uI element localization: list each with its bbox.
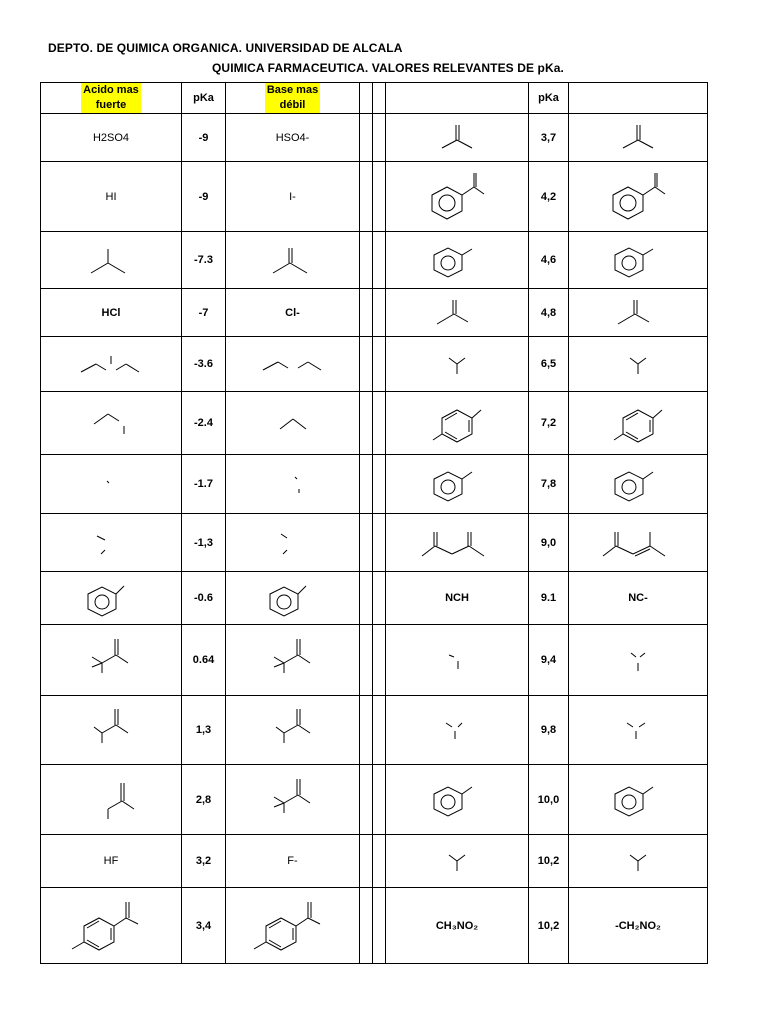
header-row <box>41 83 708 114</box>
acid-structure-4-nitrobenzoic-acid <box>41 888 182 964</box>
pka-cell: -1,3 <box>182 514 226 572</box>
gap-cell <box>360 392 373 455</box>
base-structure-acetate <box>569 289 708 337</box>
base-cell: NC- <box>569 572 708 625</box>
base-structure-water <box>226 455 360 514</box>
acid-structure-trimethylammonium <box>386 696 529 765</box>
acid-structure-carbonic-acid <box>386 337 529 392</box>
acid-structure-hydronium <box>41 455 182 514</box>
gap-cell <box>360 572 373 625</box>
table-row <box>41 232 708 289</box>
benzenesulfonic-acid-structure <box>56 574 166 622</box>
table-row <box>41 835 708 888</box>
gap-cell <box>373 83 386 114</box>
gap-cell <box>373 625 386 696</box>
acid-structure-bicarbonate <box>386 835 529 888</box>
pka-cell: -1.7 <box>182 455 226 514</box>
bicarbonate-structure <box>588 340 688 388</box>
base-cell: Cl- <box>226 289 360 337</box>
table-row <box>41 337 708 392</box>
base-cell: -CH₂NO₂ <box>569 888 708 964</box>
water-structure <box>253 459 333 509</box>
pka-cell: 9.1 <box>529 572 569 625</box>
pka-cell: 4,6 <box>529 232 569 289</box>
acid-structure-thiophenol <box>386 455 529 514</box>
base-structure-phenolate <box>569 765 708 835</box>
4-nitrobenzoate-structure <box>228 892 358 960</box>
gap-cell <box>373 572 386 625</box>
base-structure-trichloroacetate-2 <box>226 765 360 835</box>
gap-cell <box>373 888 386 964</box>
base-structure-nitrate <box>226 514 360 572</box>
base-structure-4-nitrophenolate <box>569 392 708 455</box>
gap-cell <box>373 765 386 835</box>
acid-structure-chloroacetic-acid <box>41 765 182 835</box>
gap-cell <box>360 514 373 572</box>
pka-cell: -9 <box>182 114 226 162</box>
base-cell: F- <box>226 835 360 888</box>
gap-cell <box>373 835 386 888</box>
dichloroacetic-acid-structure <box>56 699 166 761</box>
table-row <box>41 572 708 625</box>
header-acid-right <box>386 83 529 114</box>
pka-cell: 9,8 <box>529 696 569 765</box>
phenolate-structure <box>583 774 693 826</box>
protonated-acetone-structure <box>56 235 166 285</box>
acid-cell: HI <box>41 162 182 232</box>
acid-structure-ammonium <box>386 625 529 696</box>
acid-cell: HF <box>41 835 182 888</box>
gap-cell <box>360 455 373 514</box>
gap-cell <box>360 83 373 114</box>
pka-cell: 0.64 <box>182 625 226 696</box>
acetylacetonate-structure <box>573 518 703 568</box>
ammonia-structure <box>593 633 683 688</box>
acid-structure-4-nitrophenol <box>386 392 529 455</box>
base-structure-trichloroacetate <box>226 625 360 696</box>
gap-cell <box>360 696 373 765</box>
base-cell: I- <box>226 162 360 232</box>
protonated-ether-structure <box>51 342 171 387</box>
base-structure-4-nitrobenzoate <box>226 888 360 964</box>
base-cell: HSO4- <box>226 114 360 162</box>
base-structure-formate <box>569 114 708 162</box>
table-row <box>41 289 708 337</box>
base-structure-dichloroacetate <box>226 696 360 765</box>
base-structure-aniline <box>569 232 708 289</box>
base-structure-benzoate <box>569 162 708 232</box>
4-nitrophenolate-structure <box>578 394 698 452</box>
header-base: Base mas débil <box>226 83 360 114</box>
pka-cell: 7,2 <box>529 392 569 455</box>
trichloroacetic-acid-structure <box>56 629 166 691</box>
acetic-acid-structure <box>402 292 512 334</box>
acid-structure-benzoic-acid <box>386 162 529 232</box>
base-structure-trimethylamine <box>569 696 708 765</box>
pka-cell: 6,5 <box>529 337 569 392</box>
acid-structure-protonated-acetone <box>41 232 182 289</box>
pka-table <box>40 82 708 964</box>
gap-cell <box>373 114 386 162</box>
pka-cell: 10,2 <box>529 888 569 964</box>
acetate-structure <box>583 292 693 334</box>
base-structure-carbonate <box>569 835 708 888</box>
dichloroacetate-structure <box>238 699 348 761</box>
gap-cell <box>373 514 386 572</box>
acid-cell: HCl <box>41 289 182 337</box>
base-structure-thiophenolate <box>569 455 708 514</box>
pka-cell: 10,2 <box>529 835 569 888</box>
acid-structure-nitric-acid <box>41 514 182 572</box>
chloroacetic-acid-structure <box>56 769 166 831</box>
phenol-structure <box>402 774 512 826</box>
gap-cell <box>360 289 373 337</box>
header-pka: pKa <box>182 83 226 114</box>
header-pka-right: pKa <box>529 83 569 114</box>
base-structure-benzenesulfonate <box>226 572 360 625</box>
base-structure-diethyl-ether <box>226 337 360 392</box>
table-title: QUIMICA FARMACEUTICA. VALORES RELEVANTES DE pKa. <box>212 61 564 75</box>
diethyl-ether-structure <box>233 342 353 387</box>
base-structure-bicarbonate <box>569 337 708 392</box>
nitric-acid-structure <box>61 518 161 568</box>
gap-cell <box>373 232 386 289</box>
benzoate-structure <box>583 167 693 227</box>
protonated-ethanol-structure <box>56 396 166 451</box>
table-row <box>41 162 708 232</box>
pka-cell: 3,7 <box>529 114 569 162</box>
pka-cell: 4,8 <box>529 289 569 337</box>
pka-cell: -0.6 <box>182 572 226 625</box>
table-row <box>41 514 708 572</box>
pka-cell: 9,4 <box>529 625 569 696</box>
gap-cell <box>360 337 373 392</box>
acetone-structure <box>238 235 348 285</box>
acid-structure-anilinium <box>386 232 529 289</box>
pka-cell: 10,0 <box>529 765 569 835</box>
formic-acid-structure <box>407 118 507 158</box>
nitrate-structure <box>243 518 343 568</box>
acid-structure-acetic-acid <box>386 289 529 337</box>
pka-cell: 2,8 <box>182 765 226 835</box>
formate-structure <box>588 118 688 158</box>
gap-cell <box>360 114 373 162</box>
table-row <box>41 765 708 835</box>
4-nitrophenol-structure <box>397 394 517 452</box>
gap-cell <box>373 455 386 514</box>
pka-cell: 9,0 <box>529 514 569 572</box>
pka-cell: -2.4 <box>182 392 226 455</box>
gap-cell <box>360 835 373 888</box>
header-acid: Acido mas fuerte <box>41 83 182 114</box>
table-row <box>41 114 708 162</box>
acid-structure-dichloroacetic-acid <box>41 696 182 765</box>
trichloroacetate-structure <box>238 629 348 691</box>
acid-structure-trichloroacetic-acid <box>41 625 182 696</box>
gap-cell <box>360 232 373 289</box>
acid-structure-formic-acid <box>386 114 529 162</box>
benzenesulfonate-structure <box>238 574 348 622</box>
table-row <box>41 888 708 964</box>
pka-cell: -9 <box>182 162 226 232</box>
gap-cell <box>373 162 386 232</box>
acid-cell: H2SO4 <box>41 114 182 162</box>
gap-cell <box>373 392 386 455</box>
acid-structure-phenol <box>386 765 529 835</box>
gap-cell <box>373 696 386 765</box>
bicarbonate-structure <box>407 837 507 885</box>
pka-cell: -7.3 <box>182 232 226 289</box>
base-structure-ammonia <box>569 625 708 696</box>
pka-cell: -3.6 <box>182 337 226 392</box>
pka-cell: 4,2 <box>529 162 569 232</box>
gap-cell <box>360 888 373 964</box>
table-row <box>41 455 708 514</box>
pka-cell: 3,4 <box>182 888 226 964</box>
trichloroacetate-structure <box>238 769 348 831</box>
thiophenolate-structure <box>583 459 693 509</box>
gap-cell <box>373 289 386 337</box>
gap-cell <box>373 337 386 392</box>
gap-cell <box>360 765 373 835</box>
anilinium-structure <box>402 235 512 285</box>
pka-cell: 1,3 <box>182 696 226 765</box>
trimethylamine-structure <box>583 703 693 758</box>
base-structure-acetone <box>226 232 360 289</box>
ethanol-structure <box>238 401 348 446</box>
acid-structure-benzenesulfonic-acid <box>41 572 182 625</box>
header-base-right <box>569 83 708 114</box>
hydronium-structure <box>71 459 151 509</box>
gap-cell <box>360 625 373 696</box>
ammonium-structure <box>412 633 502 688</box>
acid-structure-acetylacetone <box>386 514 529 572</box>
thiophenol-structure <box>402 459 512 509</box>
base-structure-acetylacetonate <box>569 514 708 572</box>
table-row <box>41 696 708 765</box>
carbonic-acid-structure <box>407 340 507 388</box>
department-header: DEPTO. DE QUIMICA ORGANICA. UNIVERSIDAD DE ALCALA <box>48 41 403 55</box>
carbonate-structure <box>588 837 688 885</box>
acid-cell: NCH <box>386 572 529 625</box>
pka-cell: 3,2 <box>182 835 226 888</box>
table-row <box>41 625 708 696</box>
acid-structure-protonated-ethanol <box>41 392 182 455</box>
acetylacetone-structure <box>392 518 522 568</box>
trimethylammonium-structure <box>402 703 512 758</box>
benzoic-acid-structure <box>402 167 512 227</box>
gap-cell <box>360 162 373 232</box>
acid-cell: CH₃NO₂ <box>386 888 529 964</box>
pka-cell: 7,8 <box>529 455 569 514</box>
base-structure-ethanol <box>226 392 360 455</box>
aniline-structure <box>583 235 693 285</box>
acid-structure-protonated-ether <box>41 337 182 392</box>
4-nitrobenzoic-acid-structure <box>44 892 179 960</box>
table-row <box>41 392 708 455</box>
pka-cell: -7 <box>182 289 226 337</box>
